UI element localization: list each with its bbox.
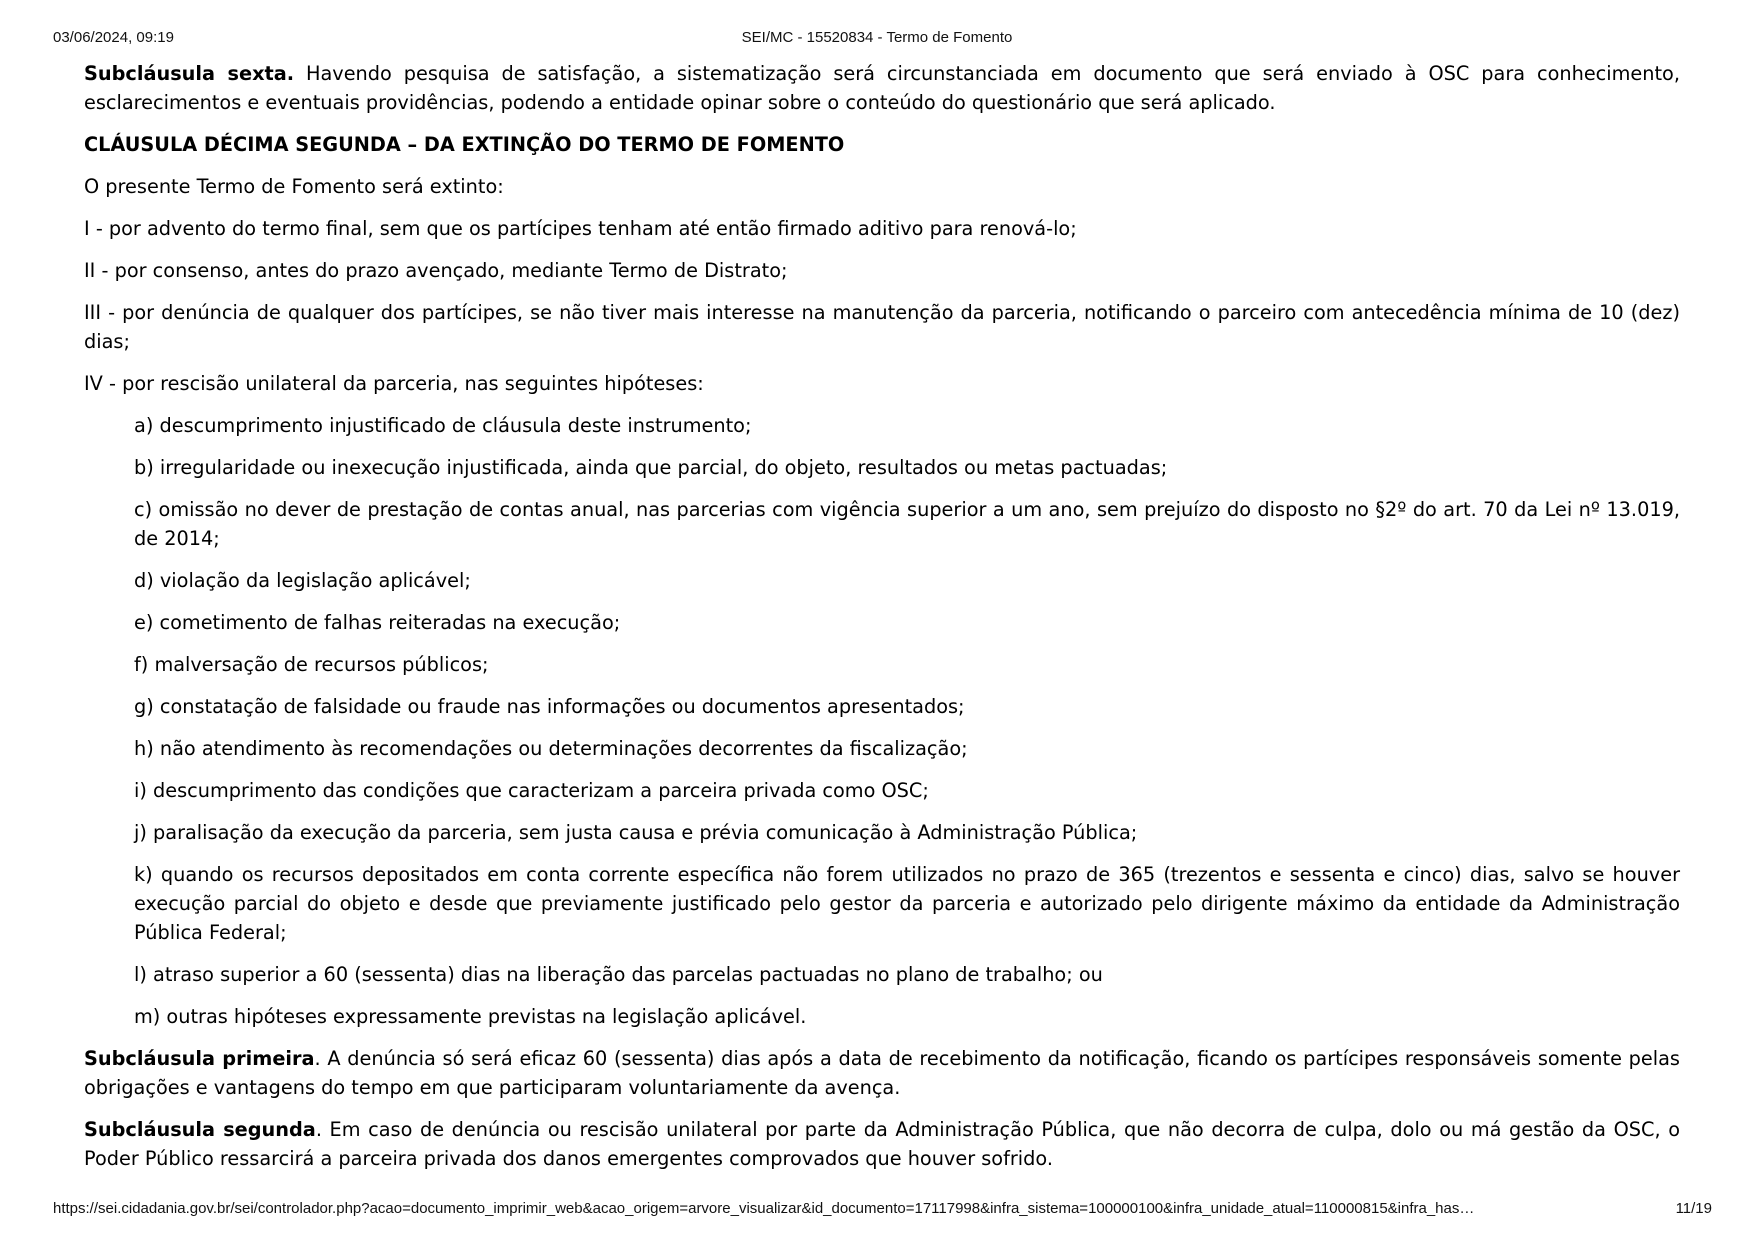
clause-intro: O presente Termo de Fomento será extinto: [84, 175, 504, 198]
subclausula-primeira-text: . A denúncia só será eficaz 60 (sessenta) dias após a data de recebimento da notificação, ficando os partícipes responsáveis somente pelas obrigações e vantagens do tempo em que participaram voluntariamente da avença. [84, 1047, 1680, 1099]
hypothesis-k: k) quando os recursos depositados em conta corrente específica não forem utilizados no prazo de 365 (trezentos e sessenta e cinco) dias, salvo se houver execução parcial do objeto e desde que previamente justificado pelo gestor da parceria e autorizado pelo dirigente máximo da entidade da Administração Pública Federal; [134, 863, 1680, 944]
document-body [84, 59, 1680, 1186]
hypothesis-m: m) outras hipóteses expressamente previstas na legislação aplicável. [134, 1005, 807, 1028]
hypothesis-c: c) omissão no dever de prestação de contas anual, nas parcerias com vigência superior a um ano, sem prejuízo do disposto no §2º do art. 70 da Lei nº 13.019, de 2014; [134, 498, 1680, 550]
clause-heading [84, 130, 1680, 159]
paragraph-subclausula-sexta [84, 59, 1680, 117]
clause-item-ii: II - por consenso, antes do prazo avençado, mediante Termo de Distrato; [84, 259, 788, 282]
hypothesis-f: f) malversação de recursos públicos; [134, 653, 489, 676]
page-number: 11/19 [1675, 1200, 1712, 1217]
hypothesis-b: b) irregularidade ou inexecução injustificada, ainda que parcial, do objeto, resultados ou metas pactuadas; [134, 456, 1168, 479]
subclausula-sexta-label: Subcláusula sexta. [84, 62, 295, 85]
hypothesis-d: d) violação da legislação aplicável; [134, 569, 471, 592]
hypothesis-j: j) paralisação da execução da parceria, sem justa causa e prévia comunicação à Administração Pública; [134, 821, 1138, 844]
print-date: 03/06/2024, 09:19 [53, 29, 174, 46]
hypothesis-i: i) descumprimento das condições que caracterizam a parceira privada como OSC; [134, 779, 929, 802]
clause-heading-text: CLÁUSULA DÉCIMA SEGUNDA – DA EXTINÇÃO DO TERMO DE FOMENTO [84, 133, 845, 156]
subclausula-primeira-label: Subcláusula primeira [84, 1047, 315, 1070]
paragraph-subclausula-primeira [84, 1044, 1680, 1102]
clause-item-i: I - por advento do termo final, sem que os partícipes tenham até então firmado aditivo para renová-lo; [84, 217, 1077, 240]
clause-item-iii: III - por denúncia de qualquer dos partícipes, se não tiver mais interesse na manutenção da parceria, notificando o parceiro com antecedência mínima de 10 (dez) dias; [84, 301, 1680, 353]
subclausula-sexta-text: Havendo pesquisa de satisfação, a sistematização será circunstanciada em documento que será enviado à OSC para conhecimento, esclarecimentos e eventuais providências, podendo a entidade opinar sobre o conteúdo do questionário que será aplicado. [84, 62, 1680, 114]
subclausula-segunda-label: Subcláusula segunda [84, 1118, 316, 1141]
hypothesis-e: e) cometimento de falhas reiteradas na execução; [134, 611, 621, 634]
hypothesis-h: h) não atendimento às recomendações ou determinações decorrentes da fiscalização; [134, 737, 968, 760]
subclausula-segunda-text: . Em caso de denúncia ou rescisão unilateral por parte da Administração Pública, que não decorra de culpa, dolo ou má gestão da OSC, o Poder Público ressarcirá a parceira privada dos danos emergentes comprovados que houver sofrido. [84, 1118, 1680, 1170]
clause-item-iv: IV - por rescisão unilateral da parceria, nas seguintes hipóteses: [84, 372, 704, 395]
hypothesis-a: a) descumprimento injustificado de cláusula deste instrumento; [134, 414, 752, 437]
hypothesis-l: l) atraso superior a 60 (sessenta) dias na liberação das parcelas pactuadas no plano de trabalho; ou [134, 963, 1103, 986]
document-url: https://sei.cidadania.gov.br/sei/controlador.php?acao=documento_imprimir_web&acao_origem=arvore_visualizar&id_documento=17117998&infra_sistema=100000100&infra_unidade_atual=110000815&infra_has… [53, 1200, 1475, 1217]
hypothesis-g: g) constatação de falsidade ou fraude nas informações ou documentos apresentados; [134, 695, 965, 718]
document-title: SEI/MC - 15520834 - Termo de Fomento [741, 29, 1013, 46]
paragraph-subclausula-segunda [84, 1115, 1680, 1173]
